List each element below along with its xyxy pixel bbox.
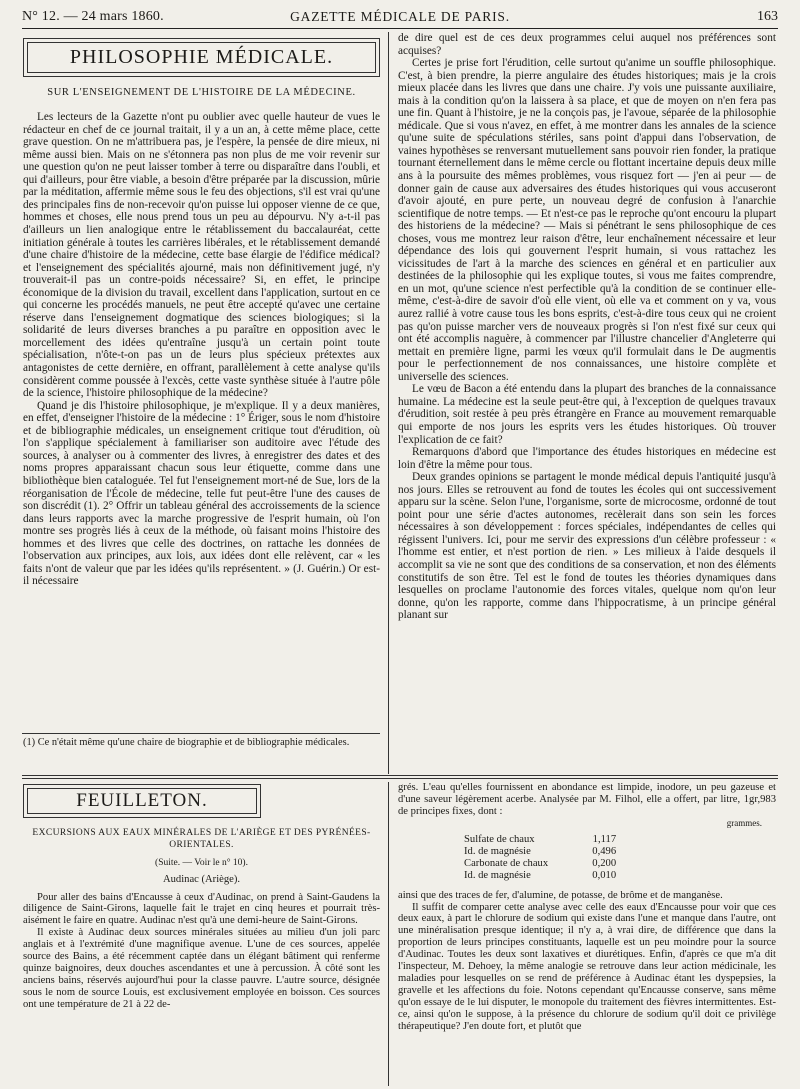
feuilleton-place: Audinac (Ariège).: [162, 873, 241, 885]
analysis-value: 0,200: [592, 857, 617, 869]
analysis-value: 0,496: [592, 845, 617, 857]
feuilleton-title: FEUILLETON.: [27, 788, 257, 814]
paragraph: Pour aller des bains d'Encausse à ceux d'Audinac, on prend à Saint-Gaudens la diligence de Saint-Girons, laquelle fait le trajet en cinq heures et pourrait très-aisément le faire en quatre. Audinac n'est qu'à une demi-heure de Saint-Girons.: [23, 891, 380, 927]
column-divider-lower: [388, 782, 389, 1086]
paragraph: grés. L'eau qu'elles fournissent en abondance est limpide, inodore, un peu gazeuse et d'une saveur légèrement acerbe. Analysée par M. Filhol, elle a offert, par litre, 1gr,983 de principes fixes, dont :: [398, 782, 776, 817]
analysis-substance: Carbonate de chaux: [464, 857, 549, 869]
feuilleton-divider-2: [22, 778, 778, 779]
issue-date: N° 12. — 24 mars 1860.: [22, 9, 164, 24]
article-column-1: [23, 32, 380, 732]
analysis-substance: Id. de magnésie: [464, 869, 531, 881]
paragraph: Il suffit de comparer cette analyse avec celle des eaux d'Encausse pour voir que ces deux eaux, à part le chlorure de sodium qui existe dans l'une et manque dans l'autre, ont une minéralisation presque identique; il n'y a, à vrai dire, de différence que dans la proportion de leurs principes constituants, laquelle est un peu moindre pour la source d'Audinac. Toutes les deux sont laxatives et diurétiques. Enfin, d'après ce que m'a dit l'inspecteur, M. Dehoey, la même analogie se retrouve dans leur action médicinale, les maladies pour lesquelles on se rend de préférence à Audinac étant les dyspepsies, la gravelle et les affections du foie. Notons cependant qu'Encausse conserve, sans même qu'on essaye de le lui disputer, le monopole du traitement des fièvres intermittentes. Est-ce, ainsi qu'on le suppose, à la présence du chlorure de sodium qu'il doit ce privilège thérapeutique? J'en doute fort, et plutôt que: [398, 901, 776, 1032]
paragraph: Certes je prise fort l'érudition, celle surtout qu'anime un souffle philosophique. C'est, à bien prendre, la pierre angulaire des études historiques; mais je la crois mieux placée dans les livres que dans une chaire. J'y vois une puissante auxiliaire, mais à la condition qu'on la laissera à sa place, et que de moyen on n'en fera pas une fin. Quant à l'histoire, je ne la conçois pas, je l'avoue, séparée de la philosophie médicale. Que si vous n'avez, en effet, à me montrer dans les annales de la science qu'une suite de spéculations stériles, sans point d'appui dans l'observation, de vaines hypothèses se renversant mutuellement sans pouvoir rien fonder, la pratique tournant éternellement dans le même cercle ou flottant incertaine depuis deux mille ans à la poursuite des mêmes problèmes, vous risquez fort — j'en ai peur — de donner gain de cause aux adversaires des études historiques qui vous accuseront d'avoir ajouté, en pure perte, un nouveau degré de confusion à l'anarchie scientifique de notre temps. — Et n'est-ce pas le reproche qu'ont encouru la plupart des historiens de la médecine? — Mais si pénétrant le sens philosophique de ces choses, vous me montrez leur raison d'être, leur enchaînement nécessaire et leur dépendance des lois qui gouvernent l'esprit humain, si vous rattachez les vicissitudes de l'art à la marche des sciences en général et en particulier aux destinées de la philosophie qui les explique toutes, si vous me faites comprendre, en un mot, qu'une science n'est perfectible qu'à la condition de se continuer elle-même, c'est-à-dire de savoir d'où elle vient, où elle va et comment on y va, vous aurez rallié à votre cause tous les bons esprits, c'est-à-dire tous ceux qui ne croient pas qu'on puisse marcher vers de nouveaux progrès si l'on n'est fixé sur ceux qui ont été accomplis naguère, à commencer par l'illustre chancelier d'Angleterre qui mettait en première ligne, parmi les vœux qu'il formulait dans le De augmentis pour le perfectionnement de nos connaissances, une histoire complète et universelle des sciences.: [398, 57, 776, 383]
analysis-row: [460, 834, 620, 846]
footnote: (1) Ce n'était même qu'une chaire de biographie et de bibliographie médicales.: [23, 737, 350, 748]
paragraph: Deux grandes opinions se partagent le monde médical depuis l'antiquité jusqu'à nos jours. Elles se retrouvent au fond de toutes les écoles qui ont successivement apparu sur la scène. Selon l'une, l'organisme, sorte de microcosme, ordonné de tout point pour une série d'actes autonomes, recèlerait dans son sein les forces nécessaires à son développement : forces spéciales, indépendantes de celles qui régissent l'univers. Ici, pour me servir des expressions d'un célèbre professeur : « l'homme est entier, et n'est portion de rien. » Les milieux à l'aide desquels il accomplit sa vie ne sont que des conditions de sa conservation, et non des éléments constitutifs de son être. Tel est le fond de toutes les théories dynamiques dans lesquelles on proclame l'autonomie des forces vitales, quelque nom qu'on leur donne, qu'on les rapporte, comme dans l'hippocratisme, à un principe général planant sur: [398, 471, 776, 622]
analysis-value: 0,010: [592, 869, 617, 881]
analysis-substance: Sulfate de chaux: [464, 833, 535, 845]
analysis-substance: Id. de magnésie: [464, 845, 531, 857]
feuilleton-column-1: [23, 782, 380, 1086]
paragraph: Quand je dis l'histoire philosophique, je m'explique. Il y a deux manières, en effet, d'enseigner l'histoire de la médecine : 1° Ériger, sous le nom d'histoire et de bibliographie médicales, un enseignement critique tout d'érudition, où l'on s'applique spécialement à familiariser son auditoire avec l'étude des sources, à analyser ou à commenter des livres, à enregistrer des dates et des noms propres apparaissant chacun sous leur étiquette, comme dans une bibliothèque bien cataloguée. Tel fut l'enseignement mort-né de Sue, lors de la réorganisation de l'École de médecine, telle fut peut-être l'une des causes de son discrédit (1). 2° Offrir un tableau général des accroissements de la science dans leurs rapports avec la marche progressive de l'esprit humain, où l'on montre ses progrès liés à ceux de la méthode, où faisant moins l'histoire des hommes et des livres que celle des doctrines, on rattache les données de l'observation aux principes, aux lois, aux idées dont elle relèvent, car « les faits n'ont de valeur que par les idées qu'ils représentent. » (J. Guérin.) Or est-il nécessaire: [23, 399, 380, 588]
analysis-row: [460, 858, 620, 870]
feuilleton-divider: [22, 775, 778, 776]
footnote-rule: [22, 733, 380, 734]
paragraph: Remarquons d'abord que l'importance des études historiques en médecine est loin d'être la même pour tous.: [398, 446, 776, 471]
grammes-label: grammes.: [726, 817, 762, 828]
analysis-value: 1,117: [592, 833, 617, 845]
feuilleton-column-2: [398, 782, 776, 1086]
page-number: 163: [757, 9, 778, 24]
analysis-row: [460, 870, 620, 882]
article-subtitle: SUR L'ENSEIGNEMENT DE L'HISTOIRE DE LA MÉDECINE.: [47, 86, 356, 98]
article-column-2: [398, 32, 776, 732]
feuilleton-suite: (Suite. — Voir le n° 10).: [155, 857, 248, 868]
analysis-row: [460, 846, 620, 858]
article-title-box: [23, 38, 380, 77]
paragraph: ainsi que des traces de fer, d'alumine, de potasse, de brôme et de manganèse.: [398, 889, 723, 901]
page-header: [22, 6, 778, 29]
feuilleton-heading: EXCURSIONS AUX EAUX MINÉRALES DE L'ARIÈGE ET DES PYRÉNÉES-ORIENTALES.: [32, 827, 371, 850]
article-title: PHILOSOPHIE MÉDICALE.: [27, 42, 376, 73]
paragraph: Il existe à Audinac deux sources minérales situées au milieu d'un joli parc anglais et à l'extrémité d'une magnifique avenue. L'une de ces sources, appelée source des Bains, a été récemment captée dans un élégant bâtiment qui renferme quinze baignoires, deux douches ascendantes et une à percussion. À côté sont les anciens bains, réservés aujourd'hui pour la classe pauvre. L'autre source, désignée sous le nom de source Louis, est exclusivement employée en boisson. Ces sources ont une température de 21 à 22 de-: [23, 927, 380, 1010]
column-divider-upper: [388, 32, 389, 774]
feuilleton-title-box: [23, 784, 261, 818]
journal-title: GAZETTE MÉDICALE DE PARIS.: [290, 9, 510, 24]
paragraph: Les lecteurs de la Gazette n'ont pu oublier avec quelle hauteur de vues le rédacteur en chef de ce journal traitait, il y a un an, à cette même place, cette grave question. On ne m'attribuera pas, je l'espère, la pensée de dire mieux, ni même aussi bien. Mais on ne s'étonnera pas non plus de me voir revenir sur une question qu'on ne peut laisser tomber à terre ou disparaître dans l'oubli, et qui d'ailleurs, pour être viable, a besoin d'être préparée par la discussion, mûrie par la méditation, affermie même sous le feu des objections, s'il est vrai qu'une des principales fins de non-recevoir qu'on puisse lui opposer vienne de ce que, hommes et choses, elle nous prend tous un peu au dépourvu. N'y a-t-il pas d'ailleurs un lien analogique entre le rétablissement du baccalauréat, cette initiation générale à toutes les carrières libérales, et le rétablissement demandé d'une chaire d'histoire de la médecine, cette base élargie de l'édifice médical? et l'enseignement des spécialités ajourné, mais non définitivement jugé, n'y trouverait-il pas un contre-poids nécessaire? Si, en effet, le principe économique de la division du travail, excellent dans l'application, surtout en ce qui concerne les procédés manuels, ne peut être accepté qu'avec une certaine réserve dans l'enseignement dogmatique des sciences biologiques; si la solidarité de leurs diverses branches a pu paraître en opposition avec le morcellement des idées qu'entraîne jusqu'à un certain point toute spécialisation, n'ôte-t-on pas un de leurs plus spécieux prétextes aux antagonistes de cette dernière, en offrant, parallèlement à cette analyse qu'ils considèrent comme poussée à l'excès, cette vaste synthèse située à l'autre pôle de la science, l'histoire philosophique de la médecine?: [23, 111, 380, 400]
analysis-table: [460, 834, 620, 882]
paragraph: Le vœu de Bacon a été entendu dans la plupart des branches de la connaissance humaine. La médecine est la seule peut-être qui, à l'exception de quelques travaux d'érudition, soit restée à peu près étrangère en France au mouvement remarquable qui emporte de nos jours les esprits vers les études historiques. Où trouver l'explication de ce fait?: [398, 383, 776, 446]
paragraph: de dire quel est de ces deux programmes celui auquel nos préférences sont acquises?: [398, 32, 776, 57]
